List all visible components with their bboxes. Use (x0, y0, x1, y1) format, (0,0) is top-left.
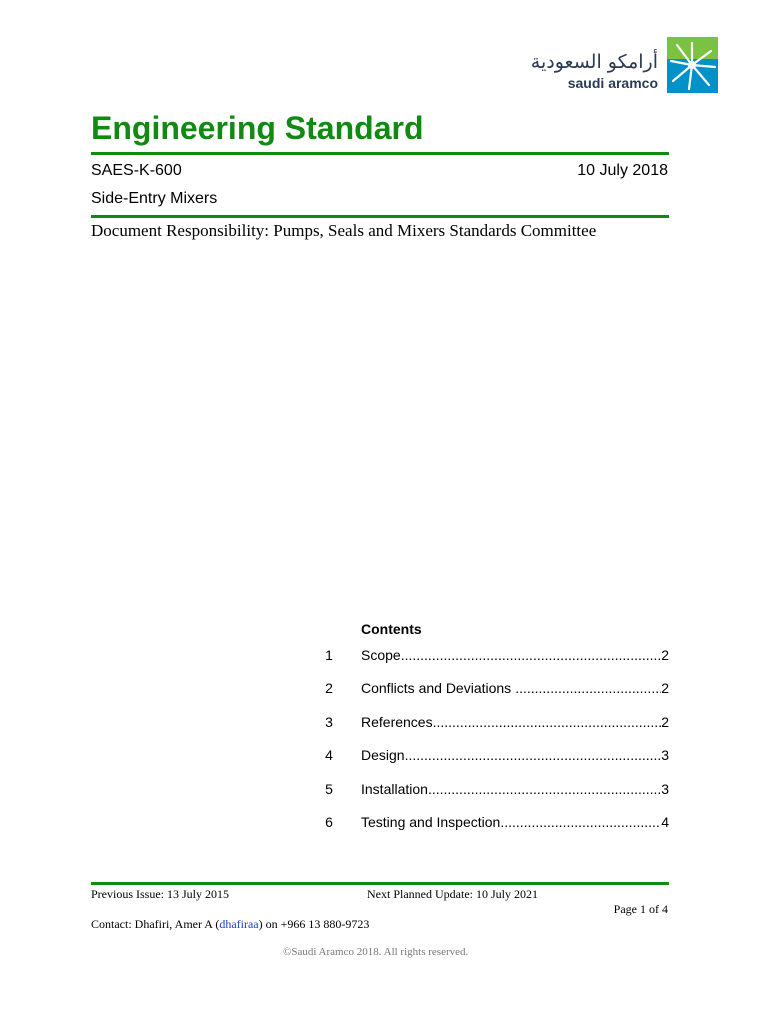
document-title: Engineering Standard (91, 110, 424, 146)
toc-item-number: 4 (325, 747, 333, 764)
toc-item-page: 2 (661, 713, 669, 730)
document-responsibility: Document Responsibility: Pumps, Seals and Mixers Standards Committee (91, 221, 597, 240)
contact-line (91, 917, 369, 932)
toc-item[interactable] (320, 712, 669, 745)
subject-divider (91, 215, 669, 218)
contact-prefix: Contact: Dhafiri, Amer A ( (91, 917, 220, 931)
logo-english-text: saudi aramco (567, 75, 658, 91)
contact-email-link[interactable]: dhafiraa (219, 917, 259, 931)
title-divider (91, 152, 669, 155)
toc-leader-dots (500, 814, 661, 830)
toc-leader-dots (405, 747, 662, 763)
toc-item-label: References (361, 713, 433, 730)
toc-item-number: 6 (325, 813, 333, 830)
toc-item[interactable] (320, 779, 669, 812)
toc-item[interactable] (320, 678, 669, 711)
issue-date: 10 July 2018 (577, 162, 668, 179)
toc-item-number: 3 (325, 713, 333, 730)
next-planned-update: Next Planned Update: 10 July 2021 (367, 887, 538, 901)
toc-item-page: 3 (661, 780, 669, 797)
toc-item-label: Scope (361, 647, 401, 663)
saudi-aramco-logo (530, 37, 718, 93)
toc-item[interactable] (320, 812, 669, 845)
document-subject: Side-Entry Mixers (91, 190, 218, 207)
toc-leader-dots (433, 714, 662, 730)
previous-issue: Previous Issue: 13 July 2015 (91, 887, 229, 901)
toc-item-page: 2 (661, 680, 669, 697)
toc-item-label: Design (361, 747, 405, 764)
toc-leader-dots (515, 680, 661, 696)
contents-heading: Contents (361, 621, 422, 637)
page-number: Page 1 of 4 (613, 902, 668, 916)
toc-item[interactable] (320, 745, 669, 778)
toc-item-label: Conflicts and Deviations (361, 680, 512, 697)
table-of-contents (320, 645, 669, 845)
toc-item-page: 3 (661, 747, 669, 764)
toc-leader-dots (428, 781, 661, 797)
standard-number: SAES-K-600 (91, 162, 182, 179)
footer-divider (91, 882, 669, 885)
toc-item-label: Testing and Inspection (361, 813, 501, 830)
toc-item-number: 1 (325, 647, 333, 663)
toc-item-label: Installation (361, 780, 428, 797)
toc-item-number: 5 (325, 780, 333, 797)
aramco-star-icon (667, 37, 718, 93)
toc-item-page: 4 (661, 813, 669, 830)
logo-arabic-text: أرامكو السعودية (530, 51, 658, 73)
toc-item-number: 2 (325, 680, 333, 697)
toc-item-page: 2 (661, 647, 669, 663)
copyright-notice: ©Saudi Aramco 2018. All rights reserved. (283, 946, 469, 958)
toc-item[interactable] (320, 645, 669, 678)
contact-suffix: ) on +966 13 880-9723 (258, 917, 370, 931)
toc-leader-dots (401, 647, 662, 663)
